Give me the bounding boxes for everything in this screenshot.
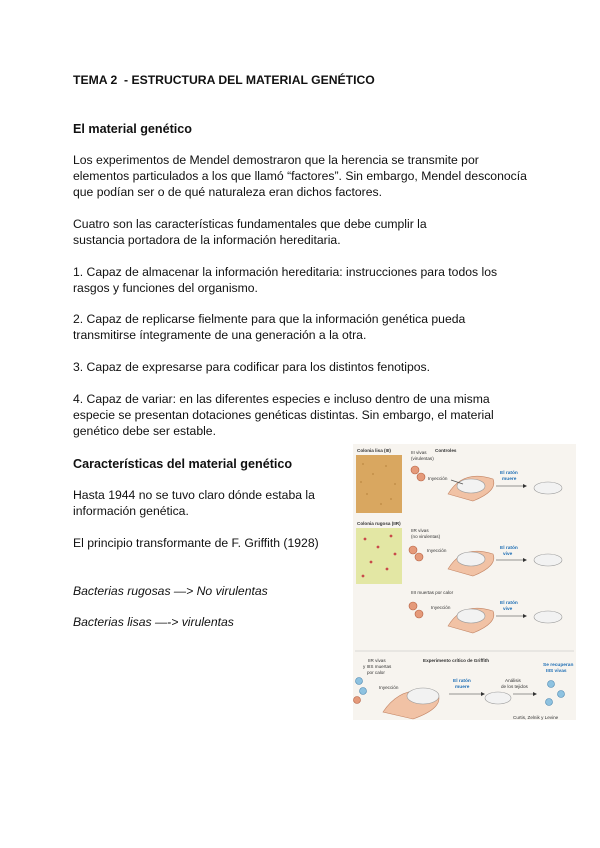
list-item: rasgos y funciones del organismo.: [73, 281, 258, 295]
arrow-icon: [533, 692, 537, 696]
mouse-icon: [457, 552, 485, 566]
figure-label: Experimento crítico de Griffith: [423, 658, 490, 663]
paragraph-line: elementos particulados a los que llamó “factores”. Sin embargo, Mendel desconocía: [73, 169, 527, 183]
paragraph-line: Los experimentos de Mendel demostraron que la herencia se transmite por: [73, 153, 479, 167]
rough-bacteria-note: Bacterias rugosas —> No virulentas: [73, 584, 268, 598]
figure-label: El ratón: [500, 601, 518, 606]
paragraph-line: Cuatro son las características fundamentales que debe cumplir la: [73, 217, 427, 231]
section-heading-caracteristicas: Características del material genético: [73, 457, 293, 471]
figure-label: IIR vivas: [411, 528, 429, 533]
figure-label: IIR vivas: [368, 658, 386, 663]
figure-label: Inyección: [427, 548, 447, 553]
doc-title: TEMA 2 - ESTRUCTURA DEL MATERIAL GENÉTICO: [73, 73, 375, 87]
list-item: 2. Capaz de replicarse fielmente para que la información genética pueda: [73, 312, 466, 326]
bacteria-icon: [548, 681, 555, 688]
figure-label: de los tejidos: [501, 684, 528, 689]
bacteria-icon: [409, 546, 417, 554]
figure-label: Inyección: [431, 605, 451, 610]
list-item: 1. Capaz de almacenar la información hereditaria: instrucciones para todos los: [73, 265, 498, 279]
figure-label: El ratón: [500, 471, 518, 476]
figure-label: vive: [503, 607, 513, 612]
figure-label: Inyección: [428, 476, 448, 481]
figure-label: muere: [502, 477, 517, 482]
mouse-icon: [457, 609, 485, 623]
figure-label: Colonia lisa (III): [357, 448, 391, 453]
griffith-figure: [353, 444, 576, 720]
bacteria-icon: [356, 678, 363, 685]
figure-label: Colonia rugosa (IIR): [357, 521, 401, 526]
figure-label: El ratón: [500, 546, 518, 551]
arrow-icon: [481, 692, 485, 696]
list-item: especie se presentan dotaciones genéticas distintas. Sin embargo, el material: [73, 408, 494, 422]
figure-label: por calor: [367, 670, 385, 675]
section-heading-material-genetico: El material genético: [73, 122, 192, 136]
list-item: transmitirse íntegramente de una generación a la otra.: [73, 328, 367, 342]
list-item: 3. Capaz de expresarse para codificar para los distintos fenotipos.: [73, 360, 431, 374]
paragraph-line: El principio transformante de F. Griffith (1928): [73, 536, 319, 550]
paragraph-line: Hasta 1944 no se tuvo claro dónde estaba la: [73, 488, 315, 502]
figure-label: vive: [503, 552, 513, 557]
arrow-icon: [523, 484, 527, 488]
figure-label: Se recuperan: [543, 663, 574, 668]
bacteria-icon: [409, 602, 417, 610]
list-item: 4. Capaz de variar: en las diferentes especies e incluso dentro de una misma: [73, 392, 490, 406]
figure-label: Análisis: [505, 678, 521, 683]
paragraph-line: que podían ser o de qué naturaleza eran dichos factores.: [73, 185, 382, 199]
figure-label: IIII muertas por calor: [411, 590, 454, 595]
mouse-icon: [534, 611, 562, 623]
mouse-icon: [407, 688, 439, 704]
arrow-icon: [523, 558, 527, 562]
figure-label: (virulentas): [411, 456, 434, 461]
mouse-icon: [534, 482, 562, 494]
bacteria-icon: [411, 466, 419, 474]
figure-credit: Curtis, Zelnik y Levine: [513, 715, 559, 720]
figure-label: El ratón: [453, 679, 471, 684]
figure-label: IIIS vivas: [546, 669, 567, 674]
mouse-icon: [485, 692, 511, 704]
mouse-icon: [534, 554, 562, 566]
arrow-icon: [523, 614, 527, 618]
figure-label: III vivas: [411, 450, 427, 455]
figure-label: Controles: [435, 448, 457, 453]
paragraph-line: información genética.: [73, 504, 189, 518]
mouse-icon: [457, 479, 485, 493]
list-item: genético debe ser estable.: [73, 424, 216, 438]
paragraph-line: sustancia portadora de la información hereditaria.: [73, 233, 341, 247]
figure-label: y IIIS muertas: [363, 664, 392, 669]
figure-label: (no virulentas): [411, 534, 441, 539]
figure-label: muere: [455, 685, 470, 690]
smooth-bacteria-note: Bacterias lisas —-> virulentas: [73, 615, 234, 629]
figure-label: Inyección: [379, 685, 399, 690]
